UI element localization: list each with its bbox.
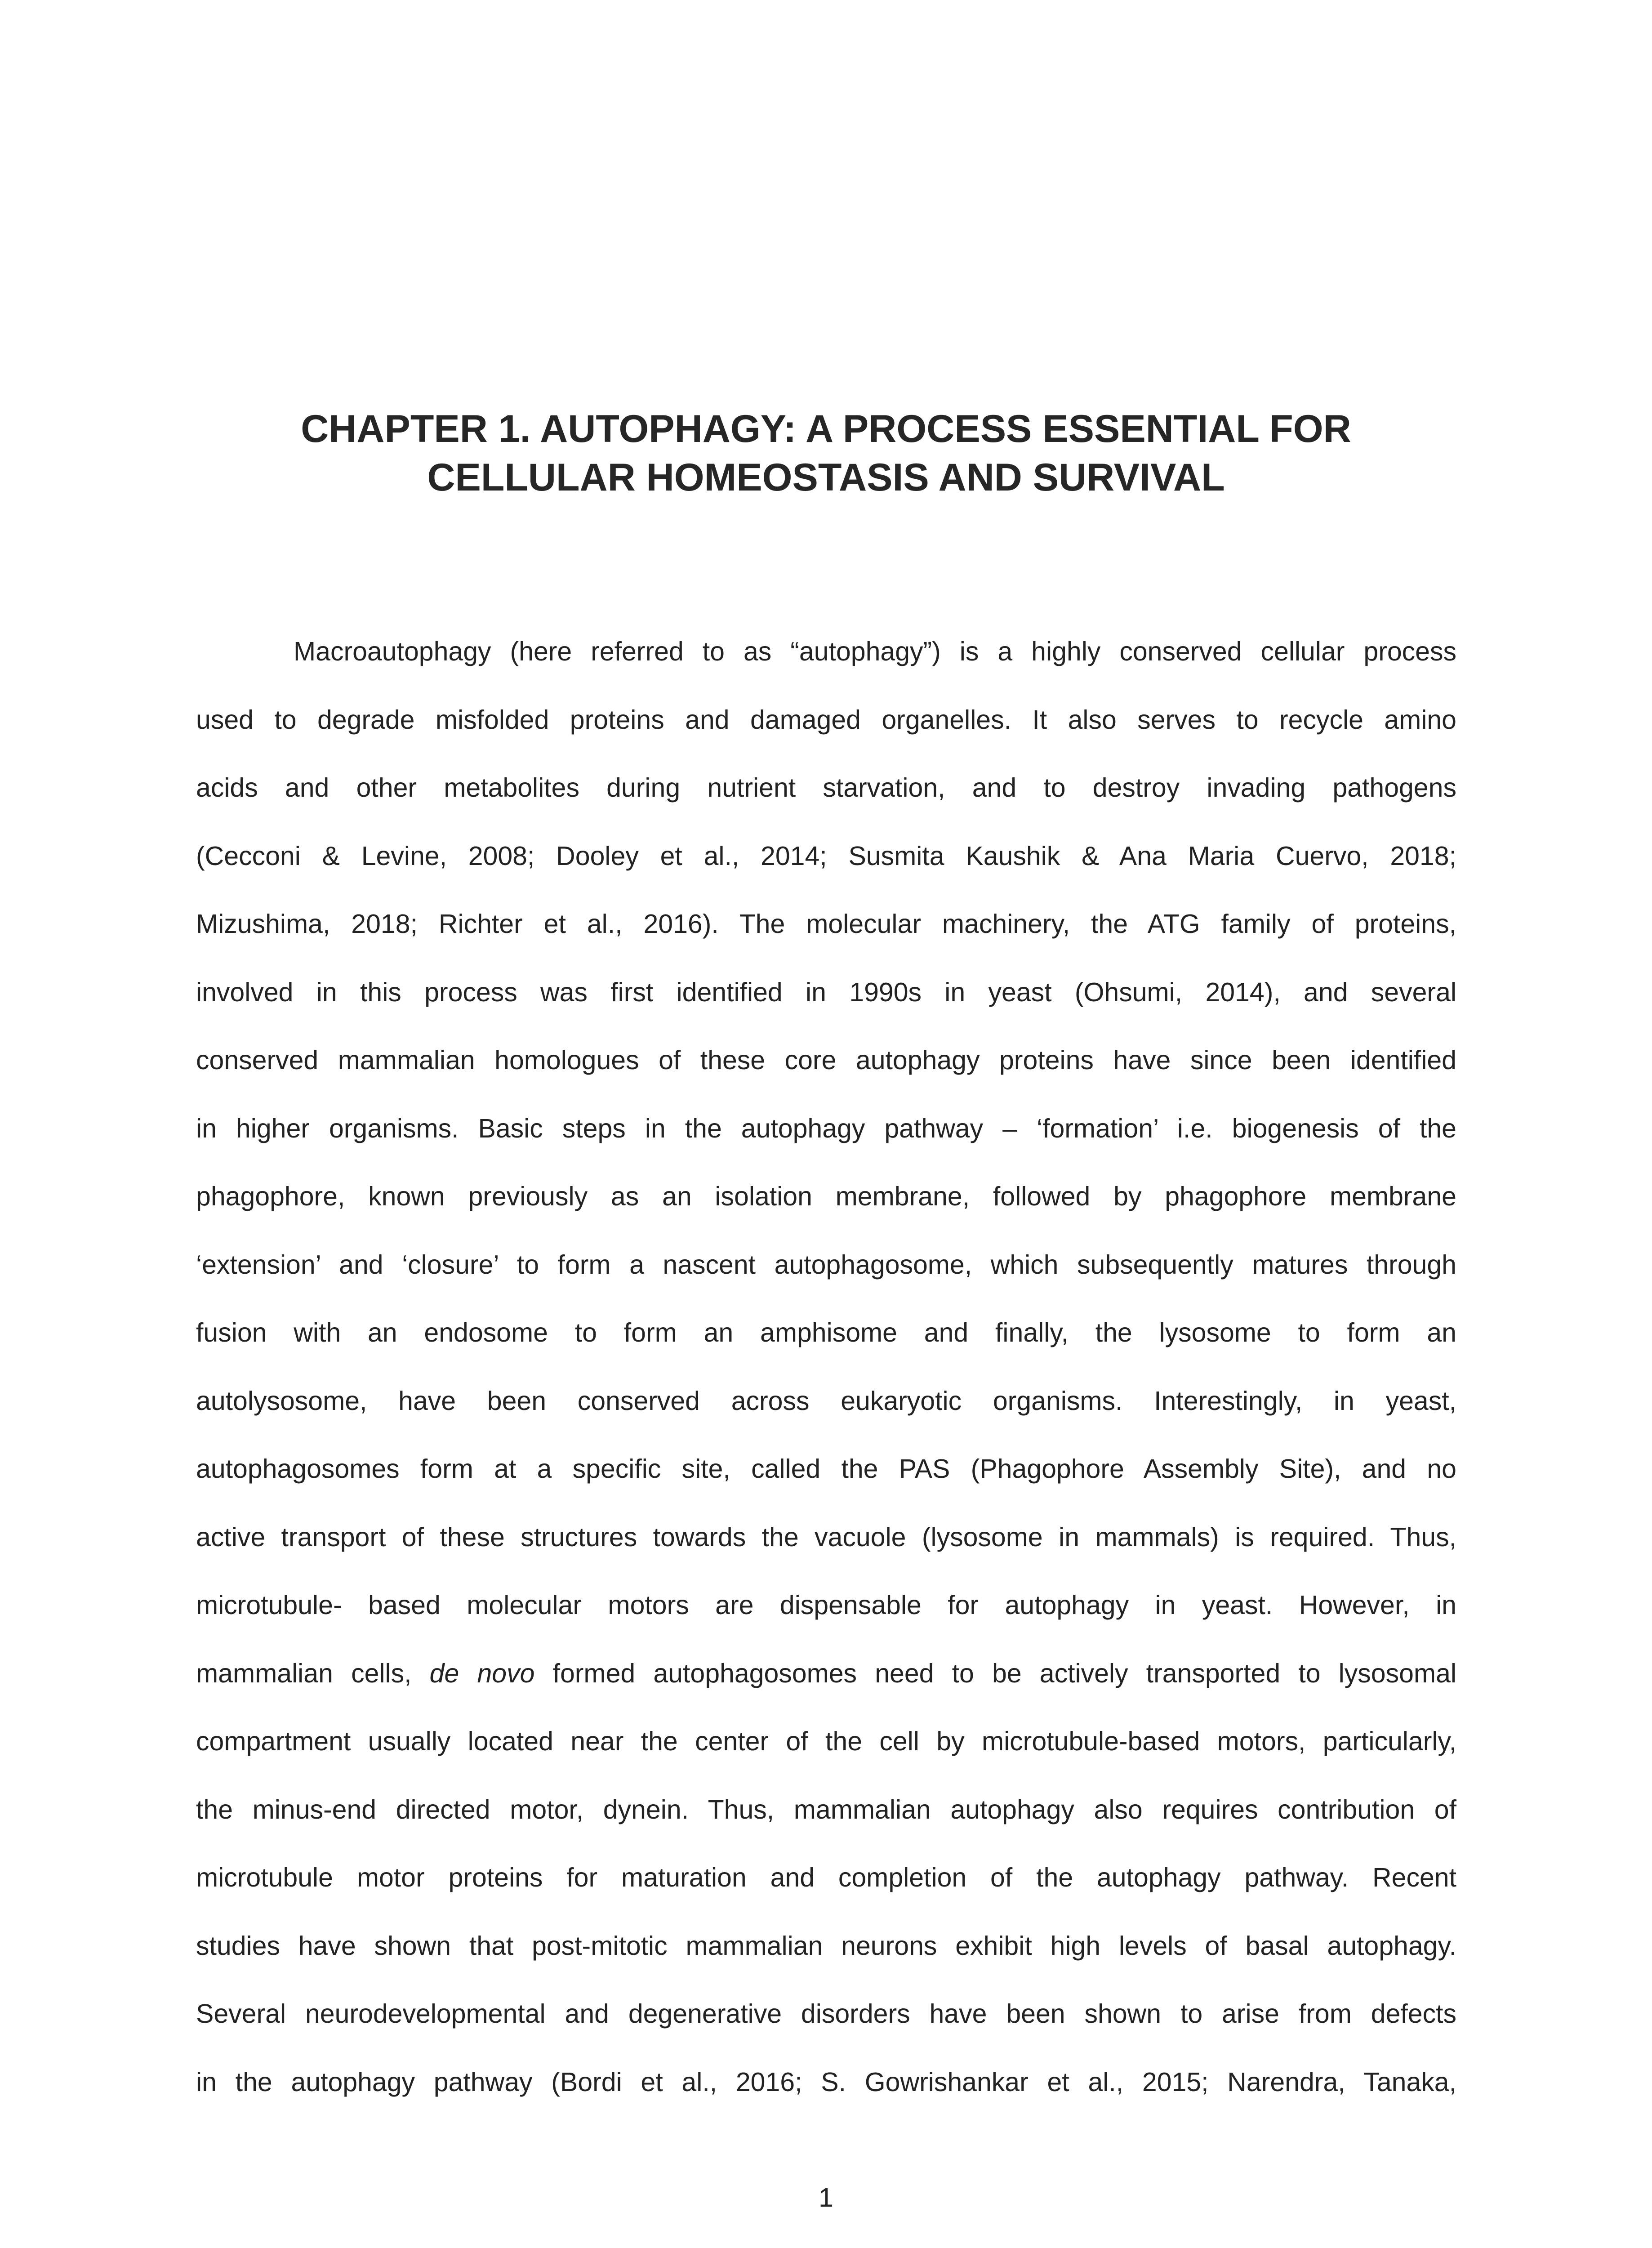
- chapter-title: [157, 405, 1495, 502]
- paragraph-line: (Cecconi & Levine, 2008; Dooley et al., 2014; Susmita Kaushik & Ana Maria Cuervo, 2018;: [196, 841, 1456, 871]
- body-paragraph: [196, 629, 1456, 2127]
- paragraph-line: fusion with an endosome to form an amphisome and finally, the lysosome to form an: [196, 1318, 1456, 1347]
- paragraph-line: Mizushima, 2018; Richter et al., 2016). The molecular machinery, the ATG family of proteins,: [196, 909, 1456, 939]
- paragraph-line-with-italic: [196, 1650, 1456, 1719]
- chapter-title-line: CHAPTER 1. AUTOPHAGY: A PROCESS ESSENTIAL FOR: [301, 407, 1351, 450]
- paragraph-line: microtubule motor proteins for maturation and completion of the autophagy pathway. Recent: [196, 1863, 1456, 1892]
- paragraph-line: acids and other metabolites during nutrient starvation, and to destroy invading pathogens: [196, 773, 1456, 803]
- paragraph-line: Several neurodevelopmental and degenerative disorders have been shown to arise from defects: [196, 1999, 1456, 2029]
- line-text-before-italic: mammalian cells,: [196, 1658, 430, 1688]
- paragraph-line: conserved mammalian homologues of these core autophagy proteins have since been identified: [196, 1045, 1456, 1075]
- paragraph-line: ‘extension’ and ‘closure’ to form a nascent autophagosome, which subsequently matures through: [196, 1249, 1456, 1280]
- paragraph-line: involved in this process was first identified in 1990s in yeast (Ohsumi, 2014), and several: [196, 977, 1456, 1007]
- paragraph-line: used to degrade misfolded proteins and damaged organelles. It also serves to recycle amino: [196, 705, 1456, 735]
- paragraph-line: phagophore, known previously as an isolation membrane, followed by phagophore membrane: [196, 1182, 1456, 1211]
- paragraph-line: the minus-end directed motor, dynein. Thus, mammalian autophagy also requires contribution of: [196, 1794, 1456, 1824]
- paragraph-line: compartment usually located near the center of the cell by microtubule-based motors, particularly,: [196, 1726, 1456, 1756]
- page-number: 1: [819, 2183, 833, 2212]
- italic-term: de novo: [429, 1658, 535, 1688]
- paragraph-line: microtubule- based molecular motors are dispensable for autophagy in yeast. However, in: [196, 1590, 1456, 1620]
- chapter-title-line: CELLULAR HOMEOSTASIS AND SURVIVAL: [427, 456, 1225, 499]
- paragraph-line: autolysosome, have been conserved across eukaryotic organisms. Interestingly, in yeast,: [196, 1386, 1456, 1416]
- paragraph-line: Macroautophagy (here referred to as “autophagy”) is a highly conserved cellular process: [294, 637, 1456, 666]
- paragraph-line: active transport of these structures towards the vacuole (lysosome in mammals) is required. Thus,: [196, 1522, 1456, 1552]
- paragraph-line: autophagosomes form at a specific site, called the PAS (Phagophore Assembly Site), and no: [196, 1454, 1456, 1484]
- paragraph-line: in the autophagy pathway (Bordi et al., 2016; S. Gowrishankar et al., 2015; Narendra, Tanaka,: [196, 2067, 1456, 2097]
- paragraph-line: in higher organisms. Basic steps in the autophagy pathway – ‘formation’ i.e. biogenesis of the: [196, 1113, 1456, 1143]
- line-text-after-italic: formed autophagosomes need to be actively transported to lysosomal: [534, 1658, 1456, 1688]
- paragraph-line: studies have shown that post-mitotic mammalian neurons exhibit high levels of basal autophagy.: [196, 1931, 1456, 1961]
